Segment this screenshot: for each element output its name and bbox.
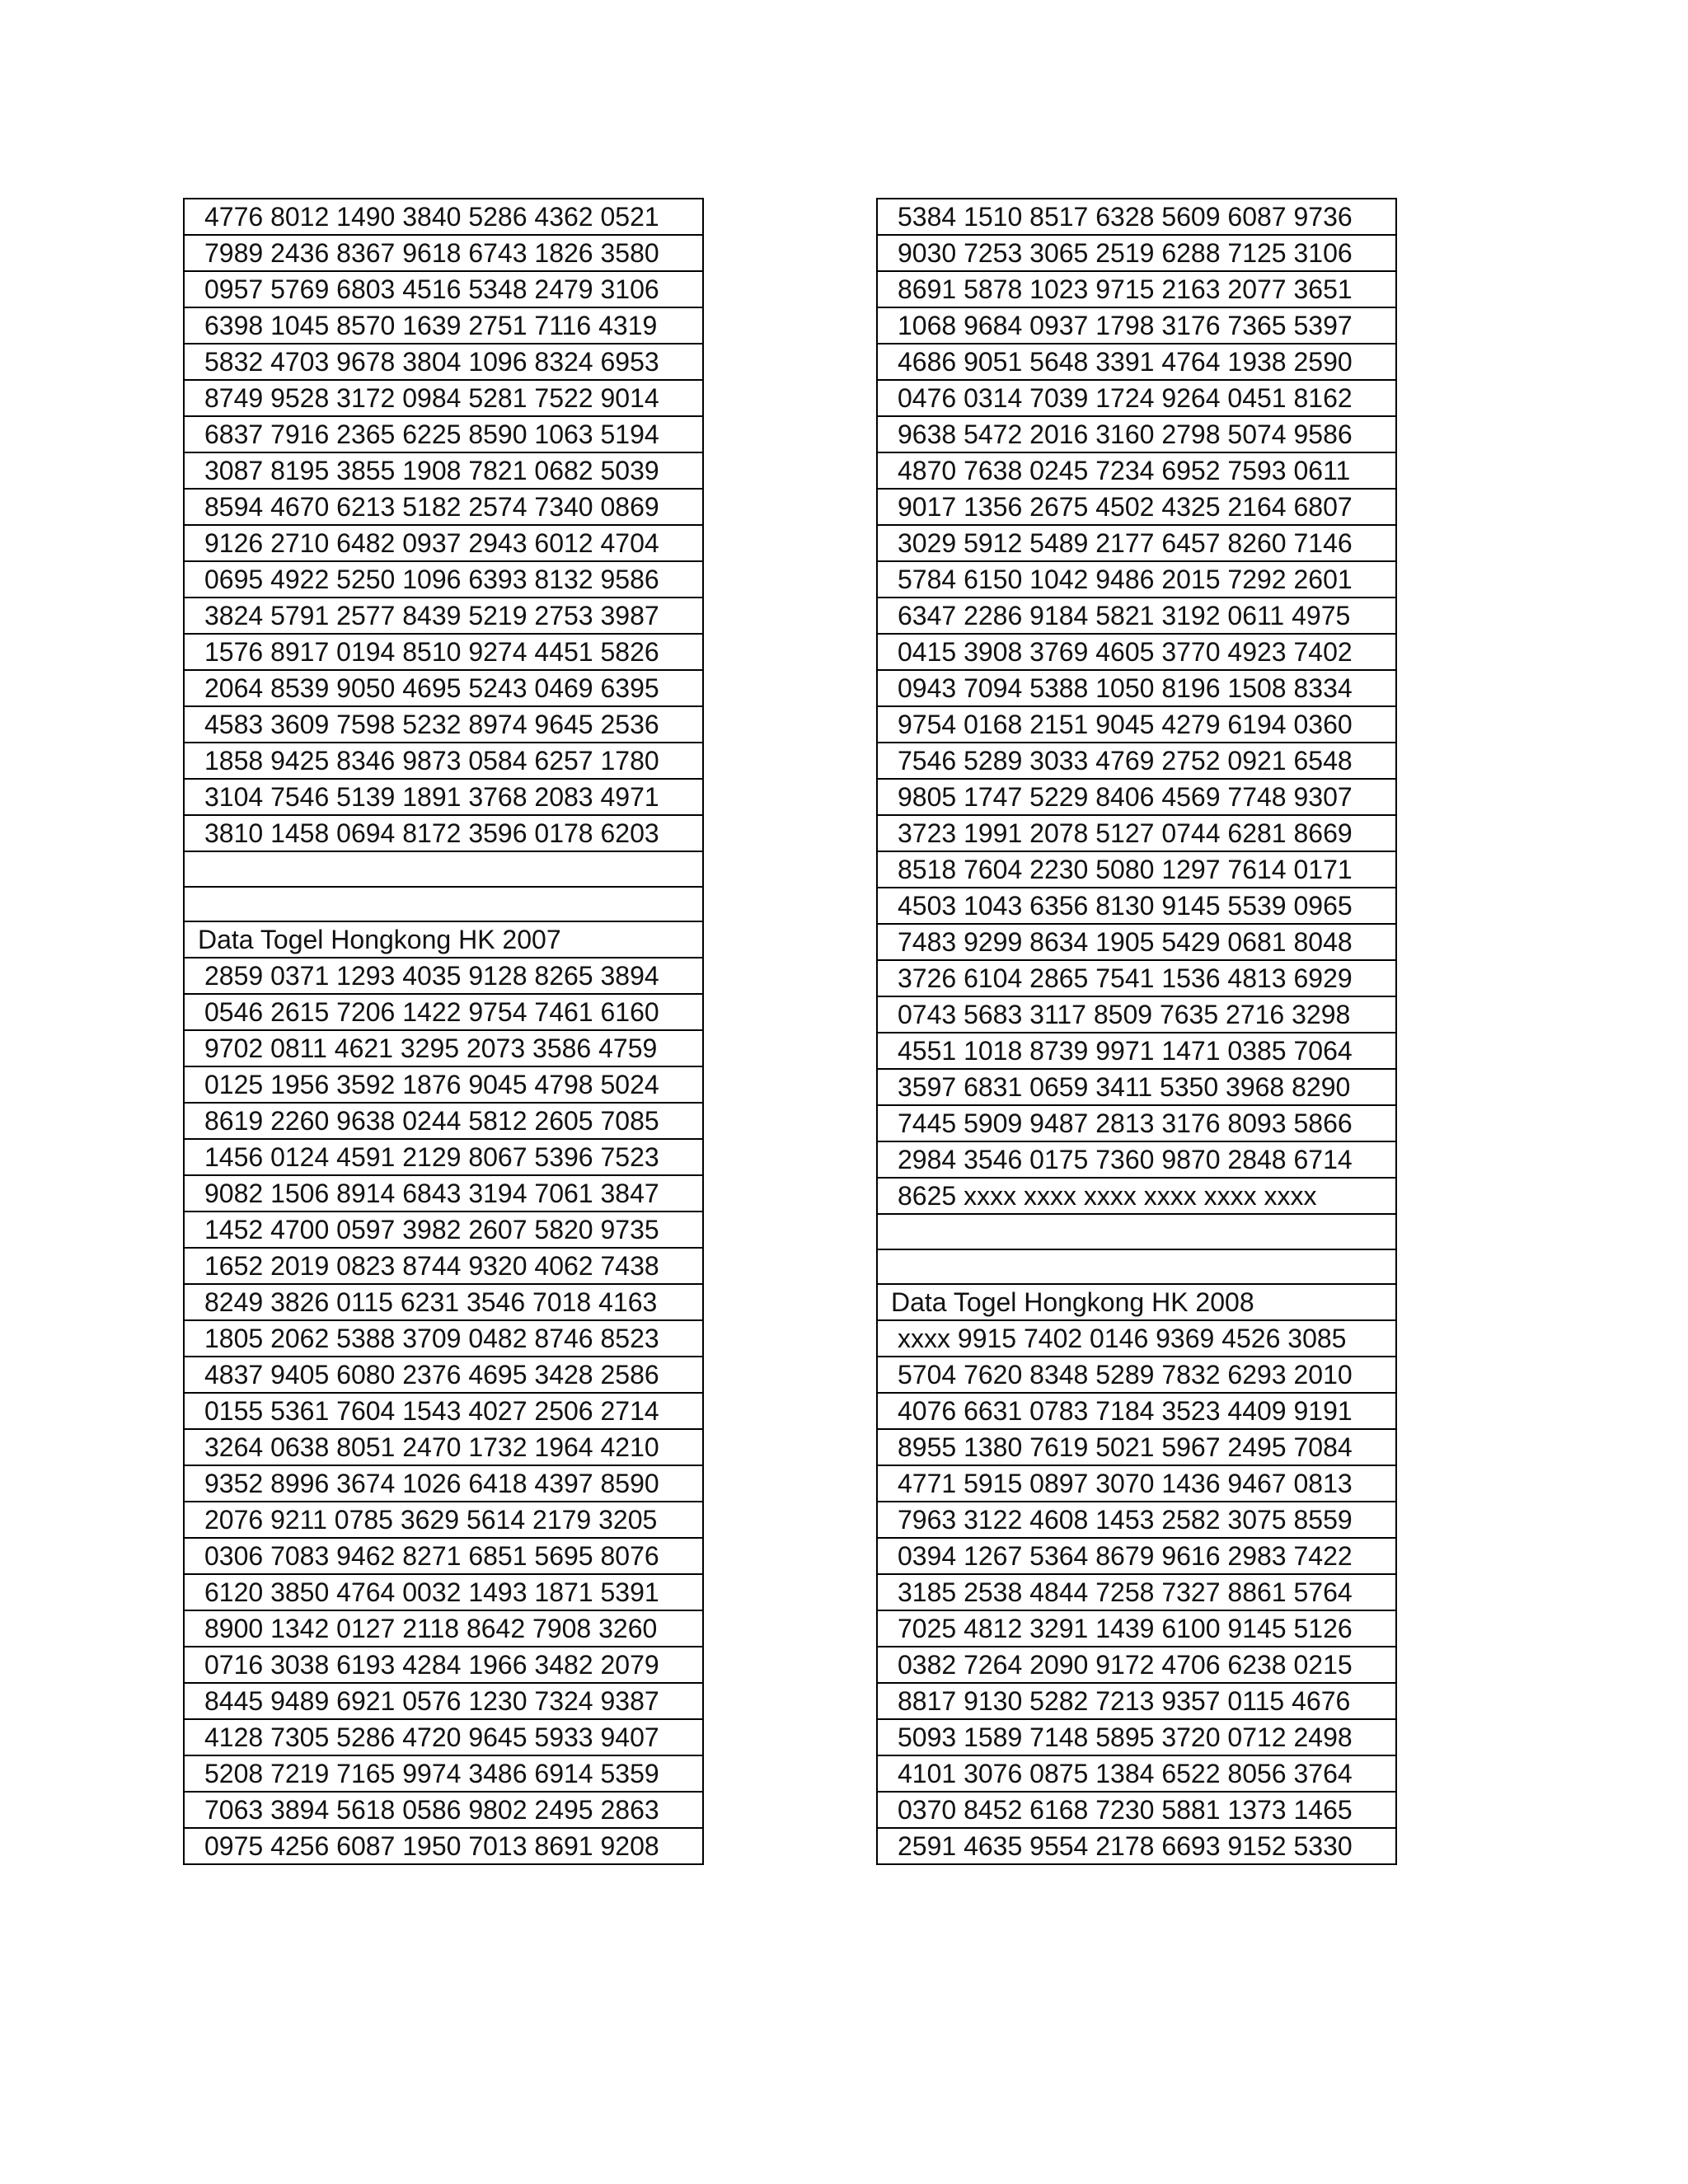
- table-row: [184, 743, 703, 779]
- table-row: [877, 743, 1396, 779]
- table-row: [877, 851, 1396, 888]
- table-cell: 9082 1506 8914 6843 3194 7061 3847: [184, 1175, 703, 1212]
- table-cell: 3810 1458 0694 8172 3596 0178 6203: [184, 815, 703, 851]
- table-cell: 8817 9130 5282 7213 9357 0115 4676: [877, 1683, 1396, 1719]
- table-row: [184, 199, 703, 235]
- table-cell: 1858 9425 8346 9873 0584 6257 1780: [184, 743, 703, 779]
- table-cell: [877, 1214, 1396, 1249]
- table-cell: 4583 3609 7598 5232 8974 9645 2536: [184, 706, 703, 743]
- section-heading: Data Togel Hongkong HK 2007: [184, 921, 703, 958]
- table-cell: 2859 0371 1293 4035 9128 8265 3894: [184, 958, 703, 994]
- table-row: [184, 958, 703, 994]
- table-cell: 4771 5915 0897 3070 1436 9467 0813: [877, 1465, 1396, 1502]
- table-row: [184, 779, 703, 815]
- table-row: [184, 1610, 703, 1647]
- table-row: [184, 1465, 703, 1502]
- section-heading: Data Togel Hongkong HK 2008: [877, 1284, 1396, 1320]
- table-row: [877, 489, 1396, 525]
- table-row: [184, 307, 703, 344]
- table-row: [877, 271, 1396, 307]
- table-row: [184, 1066, 703, 1103]
- table-cell: 4686 9051 5648 3391 4764 1938 2590: [877, 344, 1396, 380]
- blank-row: [877, 1214, 1396, 1249]
- table-cell: 8749 9528 3172 0984 5281 7522 9014: [184, 380, 703, 416]
- table-cell: 5704 7620 8348 5289 7832 6293 2010: [877, 1357, 1396, 1393]
- table-cell: 9805 1747 5229 8406 4569 7748 9307: [877, 779, 1396, 815]
- table-cell: [184, 851, 703, 887]
- table-cell: 5832 4703 9678 3804 1096 8324 6953: [184, 344, 703, 380]
- table-row: [877, 1719, 1396, 1755]
- table-cell: 4076 6631 0783 7184 3523 4409 9191: [877, 1393, 1396, 1429]
- table-cell: 0943 7094 5388 1050 8196 1508 8334: [877, 670, 1396, 706]
- table-cell: 9702 0811 4621 3295 2073 3586 4759: [184, 1030, 703, 1066]
- table-row: [877, 235, 1396, 271]
- table-cell: 8691 5878 1023 9715 2163 2077 3651: [877, 271, 1396, 307]
- table-row: [184, 1103, 703, 1139]
- table-cell: 0370 8452 6168 7230 5881 1373 1465: [877, 1792, 1396, 1828]
- table-cell: 4551 1018 8739 9971 1471 0385 7064: [877, 1033, 1396, 1069]
- table-cell: 9754 0168 2151 9045 4279 6194 0360: [877, 706, 1396, 743]
- table-row: [184, 235, 703, 271]
- blank-row: [877, 1249, 1396, 1285]
- table-row: [184, 1030, 703, 1066]
- table-cell: 9638 5472 2016 3160 2798 5074 9586: [877, 416, 1396, 452]
- table-cell: 0743 5683 3117 8509 7635 2716 3298: [877, 996, 1396, 1033]
- table-cell: 8594 4670 6213 5182 2574 7340 0869: [184, 489, 703, 525]
- table-row: [184, 561, 703, 598]
- table-row: [877, 779, 1396, 815]
- table-row: [877, 1320, 1396, 1357]
- table-row: [877, 1647, 1396, 1683]
- table-cell: 4776 8012 1490 3840 5286 4362 0521: [184, 199, 703, 235]
- table-row: [184, 489, 703, 525]
- table-cell: 7483 9299 8634 1905 5429 0681 8048: [877, 924, 1396, 960]
- table-row: [184, 416, 703, 452]
- table-cell: 6398 1045 8570 1639 2751 7116 4319: [184, 307, 703, 344]
- table-cell: [877, 1249, 1396, 1285]
- table-row: [184, 380, 703, 416]
- table-row: [877, 1792, 1396, 1828]
- table-cell: 4837 9405 6080 2376 4695 3428 2586: [184, 1357, 703, 1393]
- table-row: [184, 1429, 703, 1465]
- table-cell: 0155 5361 7604 1543 4027 2506 2714: [184, 1393, 703, 1429]
- table-cell: 0695 4922 5250 1096 6393 8132 9586: [184, 561, 703, 598]
- table-cell: 8249 3826 0115 6231 3546 7018 4163: [184, 1284, 703, 1320]
- table-cell: 8625 xxxx xxxx xxxx xxxx xxxx xxxx: [877, 1178, 1396, 1214]
- table-row: [184, 1212, 703, 1248]
- table-cell: 0716 3038 6193 4284 1966 3482 2079: [184, 1647, 703, 1683]
- table-row: [877, 199, 1396, 235]
- table-row: [877, 706, 1396, 743]
- table-row: [184, 1792, 703, 1828]
- table-cell: 7546 5289 3033 4769 2752 0921 6548: [877, 743, 1396, 779]
- table-cell: 7963 3122 4608 1453 2582 3075 8559: [877, 1502, 1396, 1538]
- table-cell: 2076 9211 0785 3629 5614 2179 3205: [184, 1502, 703, 1538]
- table-cell: 3087 8195 3855 1908 7821 0682 5039: [184, 452, 703, 489]
- table-row: [877, 1393, 1396, 1429]
- table-row: [877, 1069, 1396, 1105]
- table-row: [184, 670, 703, 706]
- table-row: [184, 1755, 703, 1792]
- table-row: [877, 1141, 1396, 1178]
- table-cell: 5784 6150 1042 9486 2015 7292 2601: [877, 561, 1396, 598]
- section-heading-row: [877, 1284, 1396, 1320]
- table-row: [184, 525, 703, 561]
- table-cell: 0546 2615 7206 1422 9754 7461 6160: [184, 994, 703, 1030]
- table-row: [877, 1178, 1396, 1214]
- table-row: [184, 1502, 703, 1538]
- table-row: [877, 416, 1396, 452]
- right-data-table: [876, 198, 1397, 1865]
- table-row: [877, 1683, 1396, 1719]
- table-cell: 8900 1342 0127 2118 8642 7908 3260: [184, 1610, 703, 1647]
- table-cell: 0476 0314 7039 1724 9264 0451 8162: [877, 380, 1396, 416]
- table-cell: xxxx 9915 7402 0146 9369 4526 3085: [877, 1320, 1396, 1357]
- table-cell: 1068 9684 0937 1798 3176 7365 5397: [877, 307, 1396, 344]
- table-cell: 3185 2538 4844 7258 7327 8861 5764: [877, 1574, 1396, 1610]
- table-row: [877, 1465, 1396, 1502]
- table-row: [877, 1105, 1396, 1141]
- right-table-body: [877, 199, 1396, 1864]
- left-column: [183, 198, 704, 1865]
- table-cell: 3824 5791 2577 8439 5219 2753 3987: [184, 598, 703, 634]
- table-row: [184, 1175, 703, 1212]
- table-row: [877, 996, 1396, 1033]
- table-row: [877, 670, 1396, 706]
- table-row: [877, 888, 1396, 924]
- table-cell: 5093 1589 7148 5895 3720 0712 2498: [877, 1719, 1396, 1755]
- table-cell: 0306 7083 9462 8271 6851 5695 8076: [184, 1538, 703, 1574]
- table-cell: 1576 8917 0194 8510 9274 4451 5826: [184, 634, 703, 670]
- table-cell: 2064 8539 9050 4695 5243 0469 6395: [184, 670, 703, 706]
- table-row: [877, 1574, 1396, 1610]
- table-cell: 8518 7604 2230 5080 1297 7614 0171: [877, 851, 1396, 888]
- table-cell: 0415 3908 3769 4605 3770 4923 7402: [877, 634, 1396, 670]
- table-cell: 2591 4635 9554 2178 6693 9152 5330: [877, 1828, 1396, 1864]
- table-row: [877, 452, 1396, 489]
- table-row: [184, 1828, 703, 1864]
- blank-row: [184, 887, 703, 922]
- table-row: [184, 1538, 703, 1574]
- table-row: [184, 344, 703, 380]
- table-cell: 1456 0124 4591 2129 8067 5396 7523: [184, 1139, 703, 1175]
- table-cell: 3264 0638 8051 2470 1732 1964 4210: [184, 1429, 703, 1465]
- table-row: [184, 598, 703, 634]
- table-row: [877, 1357, 1396, 1393]
- table-cell: 0957 5769 6803 4516 5348 2479 3106: [184, 271, 703, 307]
- table-row: [877, 1538, 1396, 1574]
- table-cell: 4503 1043 6356 8130 9145 5539 0965: [877, 888, 1396, 924]
- table-row: [877, 1755, 1396, 1792]
- table-cell: 6347 2286 9184 5821 3192 0611 4975: [877, 598, 1396, 634]
- table-cell: 6120 3850 4764 0032 1493 1871 5391: [184, 1574, 703, 1610]
- table-cell: 3723 1991 2078 5127 0744 6281 8669: [877, 815, 1396, 851]
- table-cell: 3726 6104 2865 7541 1536 4813 6929: [877, 960, 1396, 996]
- table-cell: 3029 5912 5489 2177 6457 8260 7146: [877, 525, 1396, 561]
- table-cell: 9017 1356 2675 4502 4325 2164 6807: [877, 489, 1396, 525]
- table-cell: 5208 7219 7165 9974 3486 6914 5359: [184, 1755, 703, 1792]
- table-row: [184, 452, 703, 489]
- table-row: [877, 307, 1396, 344]
- table-cell: [184, 887, 703, 922]
- table-cell: 1652 2019 0823 8744 9320 4062 7438: [184, 1248, 703, 1284]
- table-cell: 4128 7305 5286 4720 9645 5933 9407: [184, 1719, 703, 1755]
- table-row: [877, 815, 1396, 851]
- table-cell: 2984 3546 0175 7360 9870 2848 6714: [877, 1141, 1396, 1178]
- table-cell: 0975 4256 6087 1950 7013 8691 9208: [184, 1828, 703, 1864]
- table-row: [877, 1610, 1396, 1647]
- table-cell: 1805 2062 5388 3709 0482 8746 8523: [184, 1320, 703, 1357]
- table-row: [184, 1647, 703, 1683]
- table-row: [877, 1429, 1396, 1465]
- table-cell: 0394 1267 5364 8679 9616 2983 7422: [877, 1538, 1396, 1574]
- table-cell: 4870 7638 0245 7234 6952 7593 0611: [877, 452, 1396, 489]
- table-cell: 7025 4812 3291 1439 6100 9145 5126: [877, 1610, 1396, 1647]
- table-row: [184, 1284, 703, 1320]
- table-row: [877, 1033, 1396, 1069]
- table-row: [184, 1320, 703, 1357]
- table-row: [184, 634, 703, 670]
- table-cell: 9030 7253 3065 2519 6288 7125 3106: [877, 235, 1396, 271]
- table-row: [877, 1828, 1396, 1864]
- table-cell: 8955 1380 7619 5021 5967 2495 7084: [877, 1429, 1396, 1465]
- left-table-body: [184, 199, 703, 1864]
- table-cell: 6837 7916 2365 6225 8590 1063 5194: [184, 416, 703, 452]
- table-row: [184, 815, 703, 851]
- table-row: [877, 344, 1396, 380]
- table-row: [184, 1393, 703, 1429]
- table-row: [877, 380, 1396, 416]
- table-cell: 3597 6831 0659 3411 5350 3968 8290: [877, 1069, 1396, 1105]
- right-column: [876, 198, 1397, 1865]
- table-row: [877, 1502, 1396, 1538]
- table-row: [184, 1357, 703, 1393]
- table-cell: 0125 1956 3592 1876 9045 4798 5024: [184, 1066, 703, 1103]
- table-cell: 8445 9489 6921 0576 1230 7324 9387: [184, 1683, 703, 1719]
- table-row: [877, 598, 1396, 634]
- blank-row: [184, 851, 703, 887]
- table-row: [184, 1139, 703, 1175]
- table-row: [877, 924, 1396, 960]
- table-cell: 1452 4700 0597 3982 2607 5820 9735: [184, 1212, 703, 1248]
- table-cell: 3104 7546 5139 1891 3768 2083 4971: [184, 779, 703, 815]
- table-cell: 9126 2710 6482 0937 2943 6012 4704: [184, 525, 703, 561]
- left-data-table: [183, 198, 704, 1865]
- table-row: [184, 1574, 703, 1610]
- table-row: [877, 634, 1396, 670]
- table-row: [184, 1248, 703, 1284]
- table-cell: 0382 7264 2090 9172 4706 6238 0215: [877, 1647, 1396, 1683]
- table-cell: 8619 2260 9638 0244 5812 2605 7085: [184, 1103, 703, 1139]
- table-row: [184, 994, 703, 1030]
- table-cell: 7063 3894 5618 0586 9802 2495 2863: [184, 1792, 703, 1828]
- table-row: [877, 561, 1396, 598]
- table-cell: 5384 1510 8517 6328 5609 6087 9736: [877, 199, 1396, 235]
- table-row: [877, 960, 1396, 996]
- table-row: [184, 271, 703, 307]
- table-cell: 7989 2436 8367 9618 6743 1826 3580: [184, 235, 703, 271]
- table-row: [184, 706, 703, 743]
- table-row: [877, 525, 1396, 561]
- table-cell: 4101 3076 0875 1384 6522 8056 3764: [877, 1755, 1396, 1792]
- table-cell: 7445 5909 9487 2813 3176 8093 5866: [877, 1105, 1396, 1141]
- table-row: [184, 1719, 703, 1755]
- table-row: [184, 1683, 703, 1719]
- table-cell: 9352 8996 3674 1026 6418 4397 8590: [184, 1465, 703, 1502]
- section-heading-row: [184, 921, 703, 958]
